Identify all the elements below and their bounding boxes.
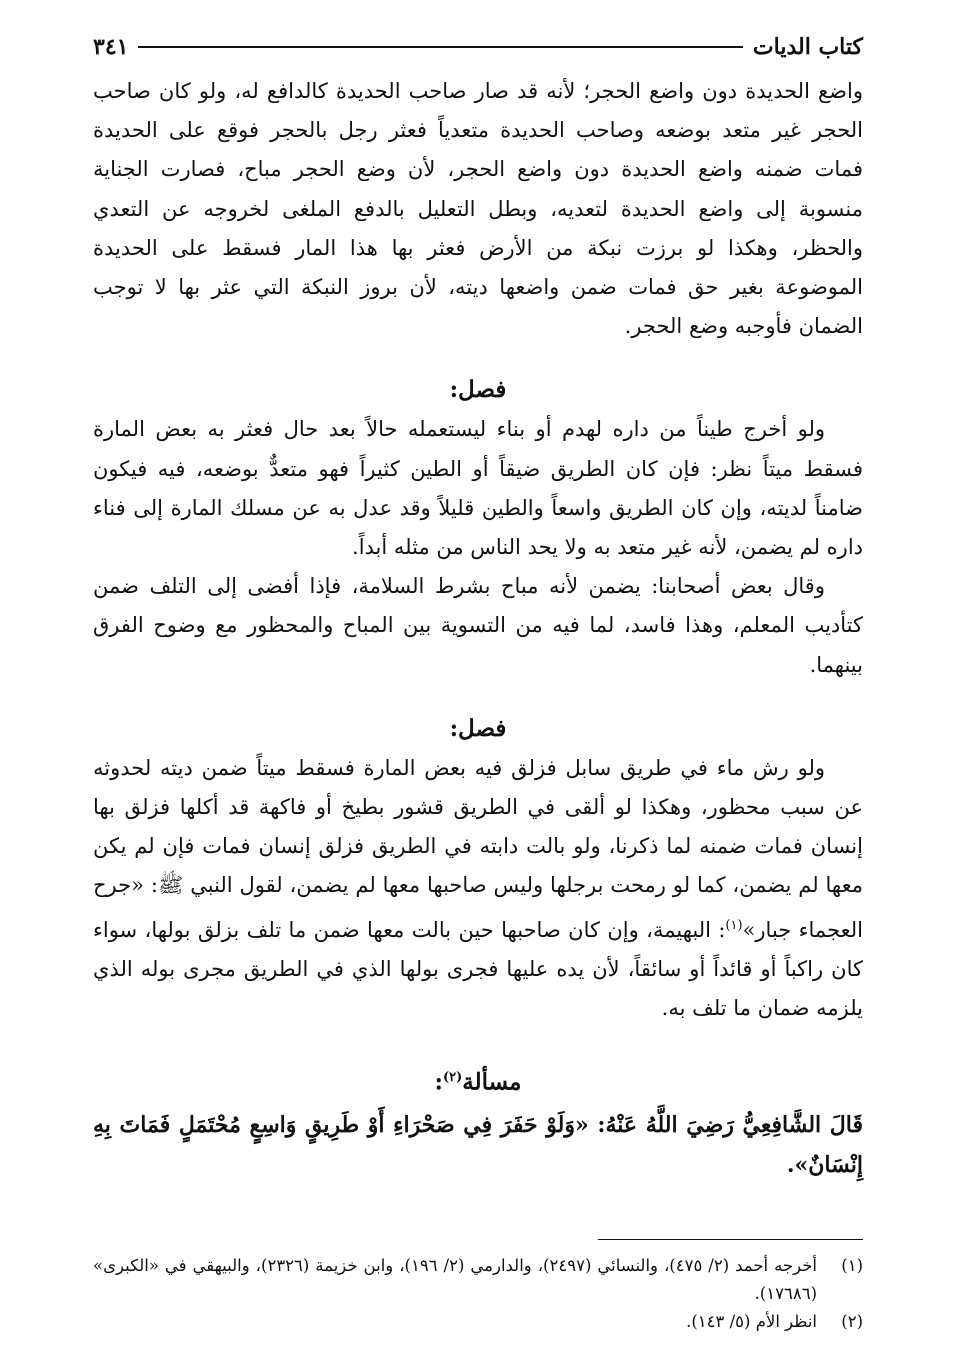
intro-paragraph: واضع الحديدة دون واضع الحجر؛ لأنه قد صار صاحب الحديدة كالدافع له، ولو كان صاحب الحجر غير متعد بوضعه وصاحب الحديدة متعدياً فعثر رجل بالحجر فوقع على الحديدة فمات ضمنه واضع الحديدة دون واضع الحجر، لأن وضع الحجر مباح، فصارت الجناية منسوبة إلى واضع الحديدة لتعديه، وبطل التعليل بالدفع الملغى لخروجه عن التعدي والحظر، وهكذا لو برزت نبكة من الأرض فعثر بها هذا المار فسقط على الحديدة الموضوعة بغير حق فمات ضمن واضعها ديته، لأن بروز النبكة التي عثر بها لا توجب الضمان فأوجبه وضع الحجر.	[93, 79, 863, 339]
book-page	[93, 30, 863, 1350]
footnote-separator	[598, 1239, 863, 1240]
footnote-1	[93, 1252, 863, 1308]
footnote-number: (٢)	[841, 1311, 863, 1331]
section1-paragraph-2: وقال بعض أصحابنا: يضمن لأنه مباح بشرط السلامة، فإذا أفضى إلى التلف ضمن كتأديب المعلم، وهذا فاسد، لما فيه من التسوية بين المباح والمحظور مع وضوح الفرق بينهما.	[93, 574, 863, 677]
section2-paragraph	[93, 749, 863, 1028]
footnote-text: أخرجه أحمد (٢/ ٤٧٥)، والنسائي (٢٤٩٧)، والدارمي (٢/ ١٩٦)، وابن خزيمة (٢٣٢٦)، والبيهقي في «الكبرى» (١٧٦٨٦).	[93, 1255, 818, 1303]
masala-heading	[93, 1058, 863, 1103]
footnote-number: (١)	[841, 1255, 863, 1275]
footnote-text: انظر الأم (٥/ ١٤٣).	[686, 1311, 817, 1331]
masala-heading-text: مسألة	[462, 1068, 522, 1096]
footnotes	[93, 1252, 863, 1336]
header-rule	[138, 46, 742, 48]
section1-paragraph-1: ولو أخرج طيناً من داره لهدم أو بناء ليستعمله حالاً بعد حال فعثر به بعض المارة فسقط ميتاً نظر: فإن كان الطريق ضيقاً أو الطين كثيراً فهو متعدٌّ بوضعه، فيه فيكون ضامناً لديته، وإن كان الطريق واسعاً والطين قليلاً وقد عدل به عن مسلك المارة إلى فناء داره لم يضمن، لأنه غير متعد به ولا يحد الناس من مثله أبداً.	[93, 417, 863, 560]
section2-text-start: ولو رش ماء في طريق سابل فزلق فيه بعض المارة فسقط ميتاً ضمن ديته لحدوثه عن سبب محظور، وهكذا لو ألقى في الطريق قشور بطيخ أو فاكهة قد أكلها فزلق بها إنسان فمات ضمنه لما ذكرنا، ولو بالت دابته في الطريق فزلق إنسان فمات فإن لم يكن معها لم يضمن، كما لو رمحت برجلها وليس صاحبها معها لم يضمن، لقول النبي ﷺ: «جرح العجماء جبار»	[93, 755, 863, 942]
running-header	[93, 30, 863, 64]
page-body	[93, 72, 863, 1336]
section2-text-end: : البهيمة، وإن كان صاحبها حين بالت معها ضمن ما تلف بزلق بولها، سواء كان راكباً أو قائداً أو سائقاً، لأن يده عليها فجرى بولها الذي في الطريق مجرى بوله الذي يلزمه ضمان ما تلف به.	[93, 917, 863, 1021]
shafii-quote: قَالَ الشَّافِعِيُّ رَضِيَ اللَّهُ عَنْهُ: «وَلَوْ حَفَرَ فِي صَحْرَاءِ أَوْ طَرِيقٍ وَاسِعٍ مُحْتَمَلٍ فَمَاتَ بِهِ إِنْسَانٌ».	[93, 1111, 863, 1178]
footnote-ref-1[interactable]: (١)	[725, 917, 743, 933]
running-title: كتاب الديات	[752, 34, 863, 60]
section-heading-2: فصل:	[449, 714, 507, 742]
page-number: ٣٤١	[93, 34, 129, 60]
section-heading-1: فصل:	[449, 376, 507, 404]
masala-heading-colon: :	[434, 1068, 443, 1096]
footnote-2	[93, 1308, 863, 1336]
footnote-ref-2[interactable]: (٢)	[443, 1070, 463, 1086]
